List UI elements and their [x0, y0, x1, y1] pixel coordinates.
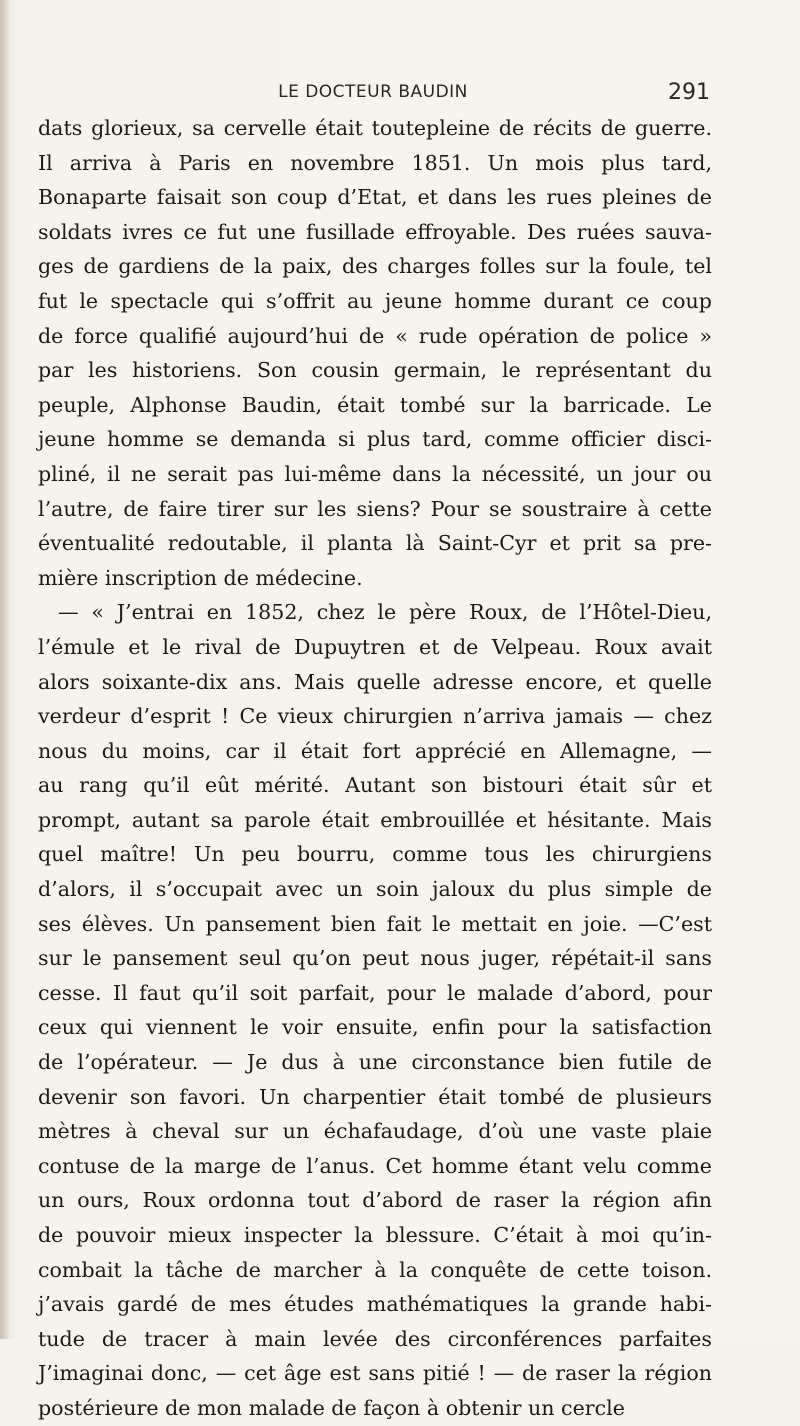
- text-line: mière inscription de médecine.: [38, 565, 363, 590]
- text-line: devenir son favori. Un charpentier était tombé de plusieurs: [38, 1084, 712, 1109]
- text-line: J’imaginai donc, — cet âge est sans pitié ! — de raser la région: [38, 1361, 712, 1386]
- page-gutter-shadow: [0, 0, 10, 1339]
- text-line: ses élèves. Un pansement bien fait le mettait en joie. —C’est: [38, 911, 712, 936]
- text-line: mètres à cheval sur un échafaudage, d’où une vaste plaie: [38, 1119, 712, 1144]
- text-line: de pouvoir mieux inspecter la blessure. C’était à moi qu’in-: [38, 1223, 712, 1247]
- text-line: combait la tâche de marcher à la conquête de cette toison.: [38, 1257, 712, 1282]
- text-line: alors soixante-dix ans. Mais quelle adresse encore, et quelle: [38, 669, 712, 694]
- text-line: tude de tracer à main levée des circonférences parfaites: [38, 1326, 712, 1351]
- text-line: éventualité redoutable, il planta là Saint-Cyr et prit sa pre-: [38, 531, 712, 556]
- text-line: ges de gardiens de la paix, des charges folles sur la foule, tel: [38, 254, 712, 279]
- page-header: [36, 82, 710, 112]
- text-line: contuse de la marge de l’anus. Cet homme étant velu comme: [38, 1153, 712, 1178]
- text-line: peuple, Alphonse Baudin, était tombé sur la barricade. Le: [38, 392, 712, 417]
- text-line: un ours, Roux ordonna tout d’abord de raser la région afin: [38, 1188, 712, 1213]
- text-line: quel maître! Un peu bourru, comme tous les chirurgiens: [38, 842, 712, 867]
- text-line: — « J’entrai en 1852, chez le père Roux, de l’Hôtel-Dieu,: [58, 600, 712, 625]
- text-line: jeune homme se demanda si plus tard, comme officier disci-: [38, 427, 712, 452]
- text-line: de l’opérateur. — Je dus à une circonstance bien futile de: [38, 1050, 712, 1075]
- text-line: l’émule et le rival de Dupuytren et de Velpeau. Roux avait: [38, 634, 712, 659]
- text-line: fut le spectacle qui s’offrit au jeune homme durant ce coup: [38, 288, 712, 313]
- text-line: nous du moins, car il était fort apprécié en Allemagne, —: [38, 738, 712, 763]
- text-line: Il arriva à Paris en novembre 1851. Un mois plus tard,: [38, 150, 712, 175]
- text-line: j’avais gardé de mes études mathématiques la grande habi-: [38, 1292, 712, 1317]
- text-line: postérieure de mon malade de façon à obtenir un cercle: [38, 1395, 625, 1420]
- text-line: prompt, autant sa parole était embrouillée et hésitante. Mais: [38, 807, 712, 832]
- body-text: [38, 111, 712, 1426]
- text-line: l’autre, de faire tirer sur les siens? Pour se soustraire à cette: [38, 496, 712, 521]
- text-line: d’alors, il s’occupait avec un soin jaloux du plus simple de: [38, 877, 712, 902]
- text-line: pliné, il ne serait pas lui-même dans la nécessité, un jour ou: [38, 461, 712, 486]
- text-line: ceux qui viennent le voir ensuite, enfin pour la satisfaction: [38, 1015, 712, 1040]
- text-line: Bonaparte faisait son coup d’Etat, et dans les rues pleines de: [38, 185, 712, 210]
- text-line: dats glorieux, sa cervelle était toutepleine de récits de guerre.: [38, 116, 712, 140]
- text-line: verdeur d’esprit ! Ce vieux chirurgien n’arriva jamais — chez: [38, 704, 712, 729]
- text-line: par les historiens. Son cousin germain, le représentant du: [38, 358, 712, 383]
- running-title: LE DOCTEUR BAUDIN: [278, 82, 468, 102]
- text-line: au rang qu’il eût mérité. Autant son bistouri était sûr et: [38, 773, 712, 798]
- text-line: cesse. Il faut qu’il soit parfait, pour le malade d’abord, pour: [38, 980, 712, 1005]
- text-line: de force qualifié aujourd’hui de « rude opération de police »: [38, 323, 712, 348]
- text-line: sur le pansement seul qu’on peut nous juger, répétait-il sans: [38, 946, 712, 971]
- page-number: 291: [668, 80, 710, 105]
- text-line: soldats ivres ce fut une fusillade effroyable. Des ruées sauva-: [38, 219, 712, 244]
